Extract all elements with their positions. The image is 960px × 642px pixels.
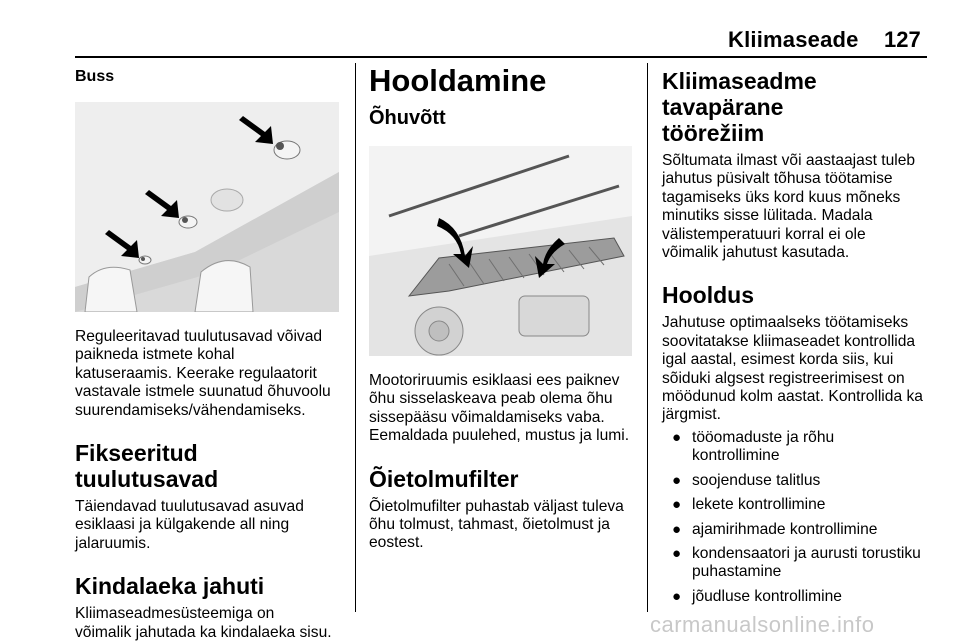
header-title: Kliimaseade <box>728 27 859 52</box>
list-item: ● soojenduse talitlus <box>672 471 821 489</box>
section-label-buss: Buss <box>75 68 115 85</box>
service-heading: Hooldus <box>662 282 754 309</box>
pollen-filter-text: Õietolmufilter puhastab väljast tuleva õhu tolmust, tahmast, õietolmust ja eostest. <box>369 497 624 552</box>
bullet-icon: ● <box>672 496 682 514</box>
column-2 <box>369 62 634 553</box>
page-number: 127 <box>884 27 921 52</box>
glovebox-cooler-heading: Kindalaeka jahuti <box>75 573 265 600</box>
service-text: Jahutuse optimaalseks töötamiseks soovitatakse kliimaseadet kontrollida igal aastal, esimest korda siis, kui sõiduki algsest registreerimisest on möödunud kolm aastat. Kontrollida ka järgmist. <box>662 314 923 424</box>
header-rule <box>75 56 927 58</box>
column-divider-2 <box>647 63 648 612</box>
list-item: ● ajamirihmade kontrollimine <box>672 520 878 538</box>
air-intake-illustration <box>369 146 632 356</box>
roof-vents-caption: Reguleeritavad tuulutusavad võivad paikneda istmete kohal katuseraamis. Keerake regulaatorit vastavale istmele suunatud õhuvoolu suurendamiseks/vähendamiseks. <box>75 328 331 419</box>
bullet-icon: ● <box>672 471 682 489</box>
watermark-text: carmanualsonline.info <box>650 612 875 637</box>
regular-operation-heading: Kliimaseadme tavapärane töörežiim <box>662 68 817 146</box>
bullet-icon: ● <box>672 544 682 562</box>
regular-operation-text: Sõltumata ilmast või aastaajast tuleb jahutus püsivalt tõhusa töötamise tagamiseks üks kord kuus mõneks minutiks sisse lülitada. Madala välistemperatuuri korral ei ole võimalik jahutust kasutada. <box>662 152 916 262</box>
list-item: ● kondensaatori ja aurusti torustiku puhastamine <box>672 544 921 581</box>
maintenance-heading: Hooldamine <box>369 63 547 98</box>
column-3 <box>662 62 932 612</box>
roof-vents-illustration <box>75 102 339 312</box>
column-divider-1 <box>355 63 356 612</box>
air-intake-drawing <box>369 146 632 356</box>
fixed-vents-text: Täiendavad tuulutusavad asuvad esiklaasi ja külgakende all ning jalaruumis. <box>75 498 304 552</box>
list-item: ● lekete kontrollimine <box>672 496 826 514</box>
glovebox-cooler-text: Kliimaseadmesüsteemiga on võimalik jahutada ka kindalaeka sisu. <box>75 605 332 641</box>
list-item: ● tööomaduste ja rõhu kontrollimine <box>672 428 835 465</box>
bullet-icon: ● <box>672 520 682 538</box>
air-intake-caption: Mootoriruumis esiklaasi ees paiknev õhu sisselaskeava peab olema õhu sissepääsu võimaldamiseks vaba. Eemaldada puulehed, mustus ja lumi. <box>369 372 630 445</box>
bullet-icon: ● <box>672 587 682 605</box>
pollen-filter-heading: Õietolmufilter <box>369 465 519 492</box>
service-checklist <box>662 429 932 606</box>
list-item: ● jõudluse kontrollimine <box>672 587 842 605</box>
air-intake-heading: Õhuvõtt <box>369 107 446 129</box>
bullet-icon: ● <box>672 428 682 446</box>
column-1 <box>75 62 340 642</box>
roof-vents-drawing <box>75 102 339 312</box>
fixed-vents-heading: Fikseeritud tuulutusavad <box>75 440 219 493</box>
